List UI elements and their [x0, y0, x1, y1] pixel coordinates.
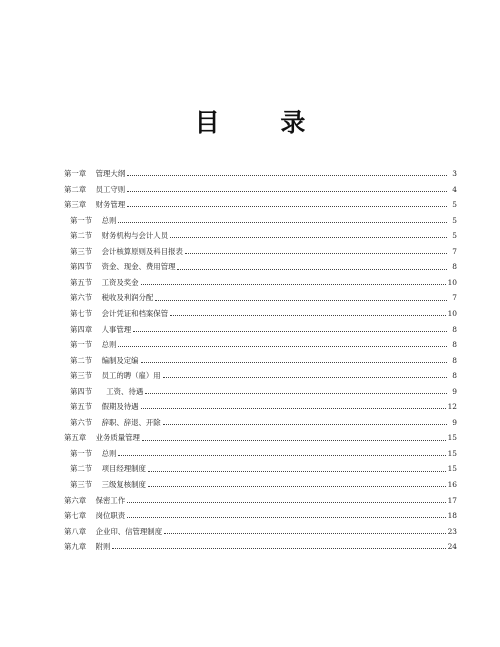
toc-entry-page-number: 8: [452, 340, 457, 350]
toc-entry-page-number: 16: [447, 480, 457, 489]
toc-entry-label: 第三章 财务管理: [64, 200, 126, 210]
toc-leader-dots: [133, 331, 447, 332]
toc-entry-label: 第二节 财务机构与会计人员: [70, 231, 169, 241]
toc-entry-label: 第四节 工资、待遇: [70, 386, 144, 396]
toc-entry[interactable]: [64, 524, 457, 540]
toc-entry-label: 第一节 总则: [70, 340, 117, 350]
toc-entry-label: 第七节 会计凭证和档案保管: [70, 308, 169, 318]
toc-entry[interactable]: [64, 539, 457, 555]
toc-entry[interactable]: [64, 321, 457, 337]
toc-entry[interactable]: [64, 492, 457, 508]
toc-entry-page-number: 5: [452, 231, 457, 241]
toc-entry-page-number: 9: [452, 386, 457, 396]
toc-leader-dots: [127, 191, 447, 192]
toc-leader-dots: [118, 455, 445, 456]
toc-entry-page-number: 24: [447, 542, 457, 552]
toc-entry[interactable]: [64, 477, 457, 493]
toc-entry-page-number: 7: [452, 246, 457, 256]
toc-leader-dots: [118, 346, 447, 347]
toc-leader-dots: [127, 175, 447, 176]
toc-leader-dots: [163, 377, 447, 378]
toc-leader-dots: [164, 533, 446, 534]
toc-entry-label: 第三节 员工的聘（雇）用: [70, 371, 161, 381]
toc-entry-label: 第二节 编制及定编: [70, 355, 139, 365]
toc-entry[interactable]: [64, 306, 457, 322]
toc-leader-dots: [141, 284, 446, 285]
toc-entry[interactable]: [64, 166, 457, 182]
toc-leader-dots: [170, 237, 447, 238]
toc-entry[interactable]: [64, 384, 457, 400]
toc-entry-label: 第三节 会计核算原则及科目报表: [70, 246, 183, 256]
toc-entry-page-number: 15: [447, 448, 457, 458]
toc-leader-dots: [141, 408, 446, 409]
toc-entry-page-number: 17: [447, 495, 457, 505]
toc-entry-page-number: 9: [452, 417, 457, 427]
toc-entry-label: 第三节 三级复核制度: [70, 480, 146, 489]
toc-entry-label: 第四节 资金、现金、费用管理: [70, 262, 176, 272]
toc-entry-page-number: 10: [447, 308, 457, 318]
toc-leader-dots: [163, 424, 447, 425]
toc-entry[interactable]: [64, 508, 457, 524]
toc-entry-label: 第八章 企业印、信管理制度: [64, 526, 163, 536]
toc-entry-page-number: 7: [452, 293, 457, 303]
toc-leader-dots: [148, 486, 446, 487]
toc-entry-label: 第六节 辞职、辞退、开除: [70, 417, 161, 427]
toc-entry-page-number: 23: [447, 526, 457, 536]
toc-entry-label: 第四章 人事管理: [70, 324, 132, 334]
toc-entry-page-number: 15: [447, 464, 457, 474]
page-title: 目 录: [194, 108, 332, 137]
toc-entry[interactable]: [64, 353, 457, 369]
toc-entry-label: 第六章 保密工作: [64, 495, 126, 505]
toc-entry[interactable]: [64, 337, 457, 353]
toc-entry-label: 第二节 项目经理制度: [70, 464, 146, 474]
toc-entry-label: 第五节 假期及待遇: [70, 402, 139, 412]
toc-entry-page-number: 15: [447, 433, 457, 443]
toc-entry[interactable]: [64, 415, 457, 431]
toc-leader-dots: [155, 300, 447, 301]
toc-entry-label: 第七章 岗位职责: [64, 511, 126, 521]
toc-entry-page-number: 8: [452, 355, 457, 365]
toc-entry-label: 第一章 管理大纲: [64, 169, 126, 179]
toc-entry[interactable]: [64, 399, 457, 415]
toc-entry[interactable]: [64, 446, 457, 462]
toc-entry-page-number: 18: [447, 511, 457, 521]
toc-entry-label: 第六节 税收及利润分配: [70, 293, 154, 303]
toc-entry-page-number: 5: [452, 200, 457, 210]
toc-leader-dots: [185, 253, 447, 254]
toc-entry-page-number: 8: [452, 324, 457, 334]
toc-entry-page-number: 8: [452, 371, 457, 381]
toc-leader-dots: [127, 517, 445, 518]
toc-leader-dots: [127, 206, 447, 207]
toc-entry[interactable]: [64, 244, 457, 260]
table-of-contents: [64, 166, 457, 555]
toc-entry-page-number: 4: [452, 184, 457, 194]
toc-leader-dots: [112, 548, 445, 549]
toc-entry-page-number: 10: [447, 277, 457, 287]
toc-entry[interactable]: [64, 182, 457, 198]
toc-entry[interactable]: [64, 368, 457, 384]
toc-entry-label: 第五节 工资及奖金: [70, 277, 139, 287]
toc-entry-page-number: 8: [452, 262, 457, 272]
toc-leader-dots: [170, 315, 446, 316]
toc-entry[interactable]: [64, 197, 457, 213]
toc-leader-dots: [145, 393, 447, 394]
toc-entry[interactable]: [64, 275, 457, 291]
toc-entry[interactable]: [64, 461, 457, 477]
toc-entry-label: 第一节 总则: [70, 215, 117, 225]
toc-entry-label: 第九章 附则: [64, 542, 111, 552]
toc-leader-dots: [142, 440, 446, 441]
toc-entry-page-number: 5: [452, 215, 457, 225]
toc-entry-page-number: 12: [447, 402, 457, 412]
toc-entry[interactable]: [64, 259, 457, 275]
toc-entry[interactable]: [64, 228, 457, 244]
toc-leader-dots: [141, 362, 447, 363]
toc-entry-page-number: 3: [452, 169, 457, 179]
toc-leader-dots: [118, 222, 447, 223]
toc-entry-label: 第二章 员工守则: [64, 184, 126, 194]
toc-leader-dots: [148, 471, 446, 472]
toc-entry[interactable]: [64, 290, 457, 306]
toc-entry[interactable]: [64, 430, 457, 446]
toc-leader-dots: [127, 502, 445, 503]
toc-entry[interactable]: [64, 213, 457, 229]
toc-entry-label: 第一节 总则: [70, 448, 117, 458]
toc-leader-dots: [177, 269, 447, 270]
toc-entry-label: 第五章 业务质量管理: [64, 433, 140, 443]
